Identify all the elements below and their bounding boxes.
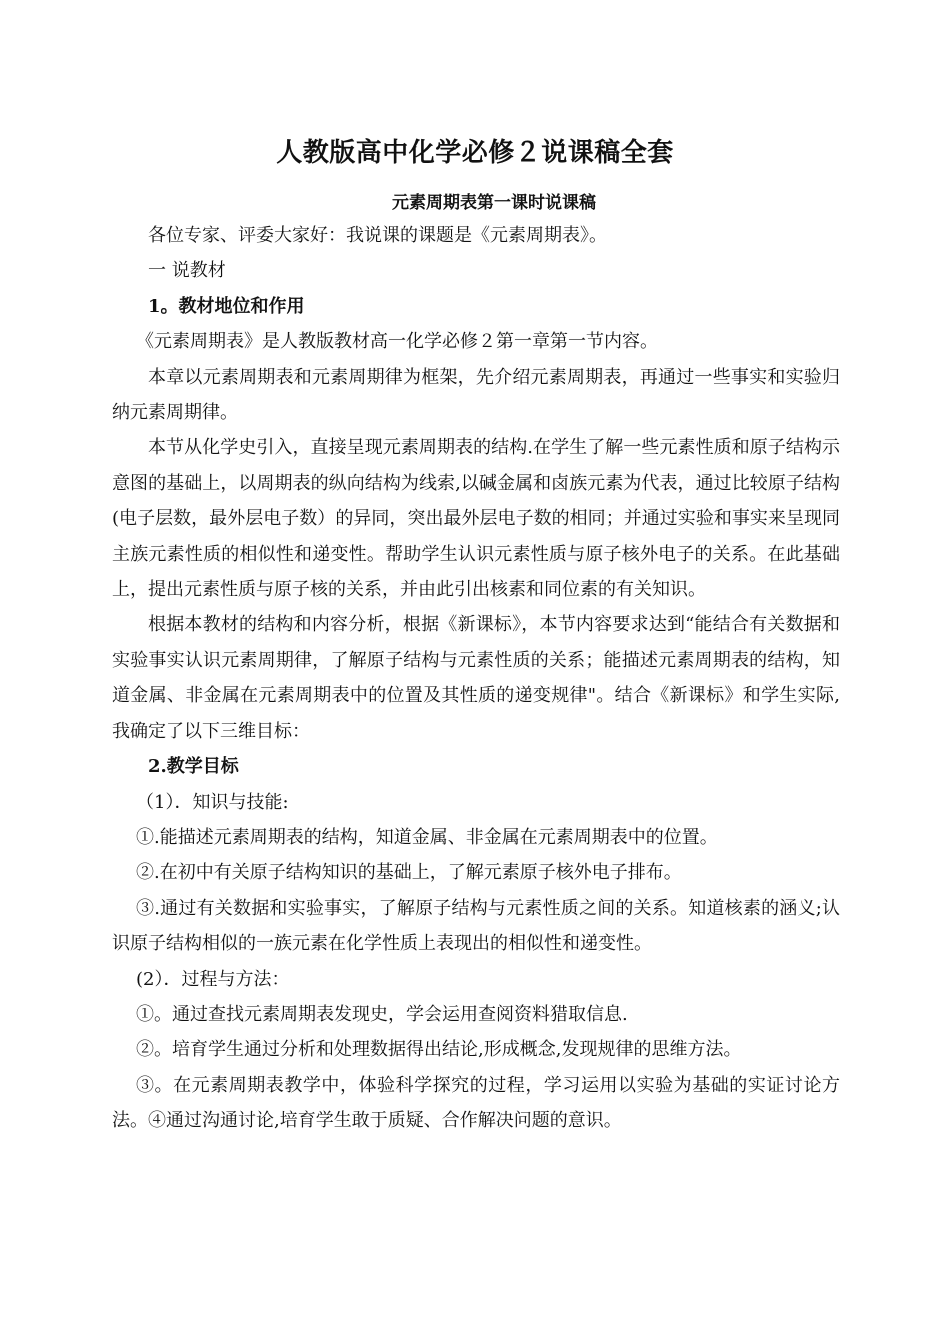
goal-item-3: ③.通过有关数据和实验事实，了解原子结构与元素性质之间的关系。知道核素的涵义;认识原子结构相似的一族元素在化学性质上表现出的相似性和递变性。 bbox=[112, 897, 840, 955]
method-item-1: ①。通过查找元素周期表发现史，学会运用查阅资料猎取信息. bbox=[136, 1003, 628, 1025]
section-heading-textbook: 一 说教材 bbox=[148, 260, 226, 282]
paragraph-chapter-framework: 本章以元素周期表和元素周期律为框架，先介绍元素周期表，再通过一些事实和实验归纳元素周期律。 bbox=[112, 366, 840, 424]
document-subtitle: 元素周期表第一课时说课稿 bbox=[392, 193, 596, 213]
document-body bbox=[112, 218, 840, 1139]
paragraph-curriculum-standard: 根据本教材的结构和内容分析，根据《新课标》，本节内容要求达到“能结合有关数据和实验事实认识元素周期律，了解原子结构与元素性质的关系；能描述元素周期表的结构，知道金属、非金属在元素周期表中的位置及其性质的递变规律"。结合《新课标》和学生实际,我确定了以下三维目标： bbox=[112, 614, 840, 742]
method-item-3: ③。在元素周期表教学中，体验科学探究的过程，学习运用以实验为基础的实证讨论方法。④通过沟通讨论,培育学生敢于质疑、合作解决问题的意识。 bbox=[112, 1074, 840, 1132]
paragraph-textbook-intro: 《元素周期表》是人教版教材高一化学必修２第一章第一节内容。 bbox=[136, 331, 658, 353]
subheading-teaching-goals: 2.教学目标 bbox=[148, 756, 239, 778]
subheading-position-role: 1。教材地位和作用 bbox=[148, 295, 305, 317]
paragraph-greeting: 各位专家、评委大家好：我说课的课题是《元素周期表》。 bbox=[148, 225, 607, 246]
method-item-2: ②。培育学生通过分析和处理数据得出结论,形成概念,发现规律的思维方法。 bbox=[136, 1039, 742, 1061]
paragraph-section-content: 本节从化学史引入，直接呈现元素周期表的结构.在学生了解一些元素性质和原子结构示意图的基础上，以周期表的纵向结构为线索,以碱金属和卤族元素为代表，通过比较原子结构(电子层数，最外层电子数）的异同，突出最外层电子数的相同；并通过实验和事实来呈现同主族元素性质的相似性和递变性。帮助学生认识元素性质与原子核外电子的关系。在此基础上，提出元素性质与原子核的关系，并由此引出核素和同位素的有关知识。 bbox=[112, 437, 840, 601]
document-title: 人教版高中化学必修２说课稿全套 bbox=[276, 138, 674, 168]
goal-item-1: ①.能描述元素周期表的结构，知道金属、非金属在元素周期表中的位置。 bbox=[136, 826, 718, 848]
goal-item-2: ②.在初中有关原子结构知识的基础上，了解元素原子核外电子排布。 bbox=[136, 862, 682, 884]
goal-process-methods: (2）．过程与方法： bbox=[136, 968, 290, 990]
goal-knowledge-skills: （1）．知识与技能: bbox=[136, 791, 289, 813]
